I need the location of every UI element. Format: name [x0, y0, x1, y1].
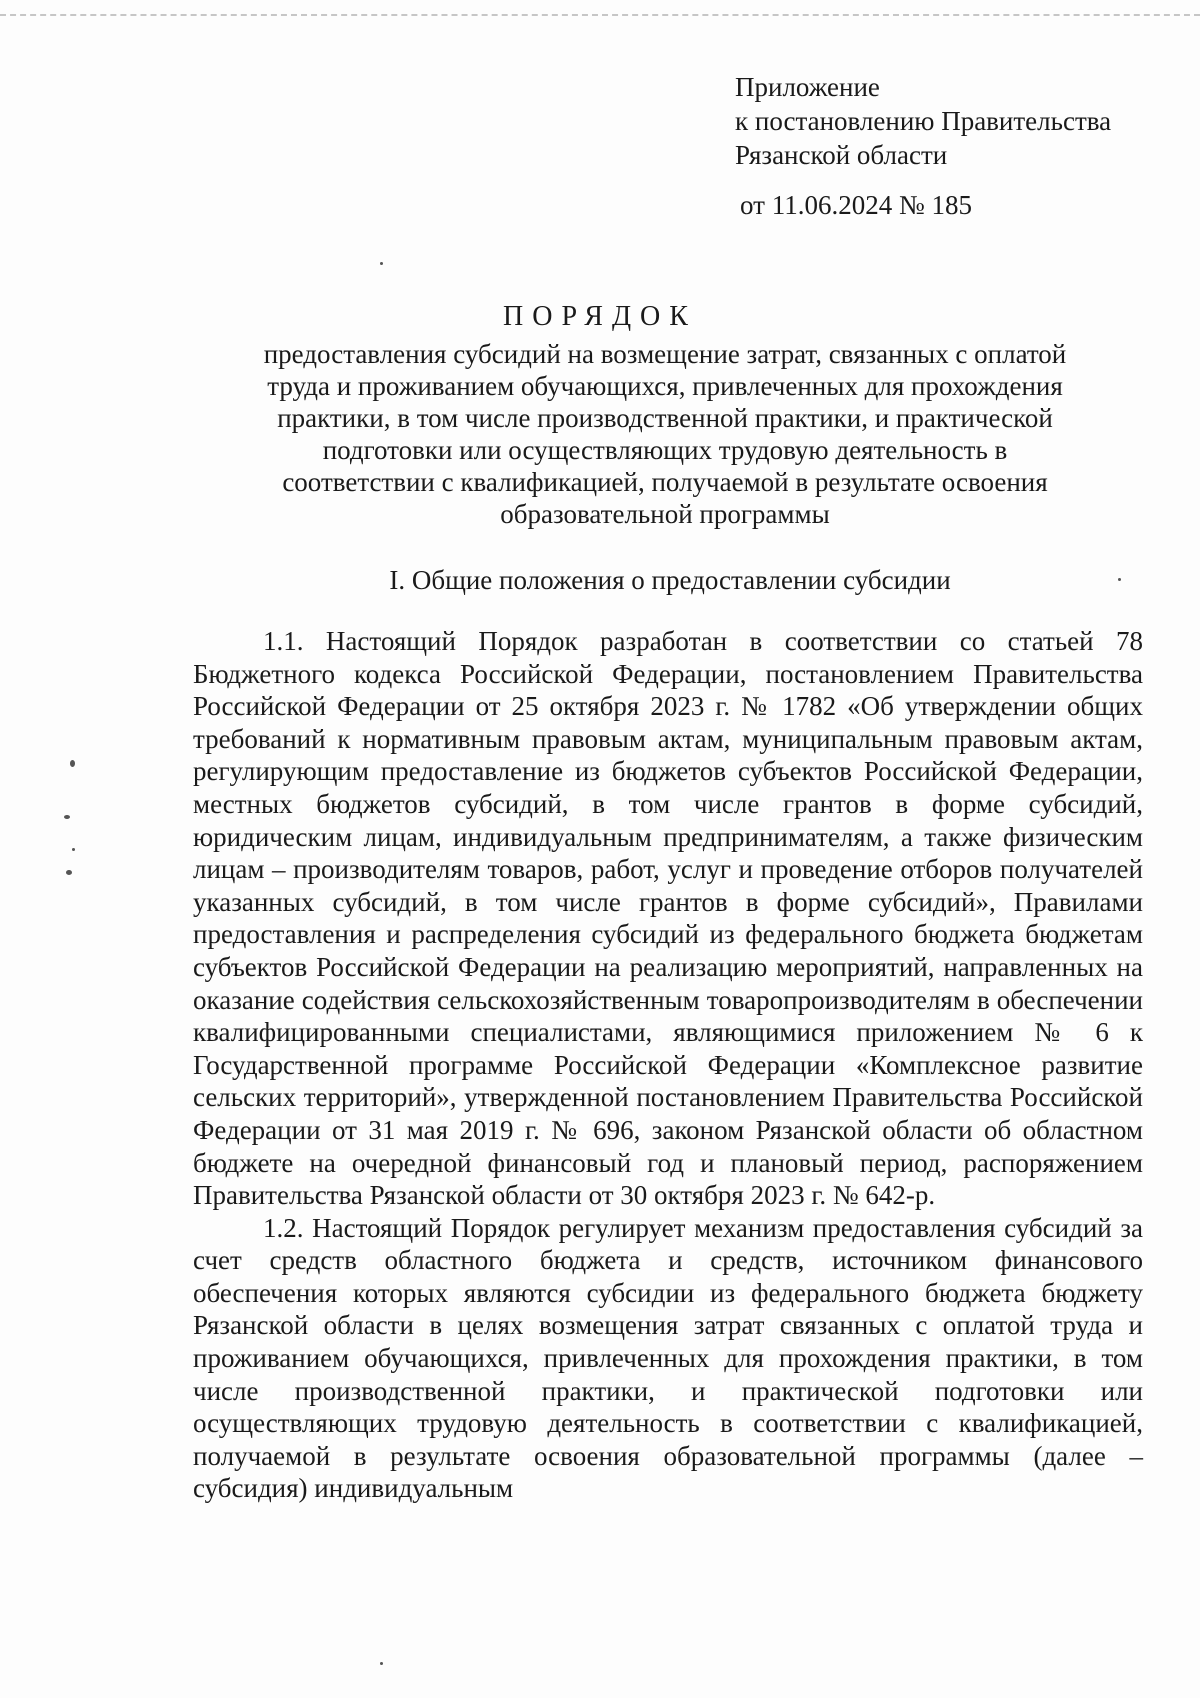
scan-speck — [70, 760, 75, 767]
paragraph-1-2: 1.2. Настоящий Порядок регулирует механизм предоставления субсидий за счет средств областного бюджета и средств, источником финансового обеспечения которых являются субсидии из федерального бюджета бюджету Рязанской области в целях возмещения затрат связанных с оплатой труда и проживанием обучающихся, привлеченных для прохождения практики, в том числе производственной практики, и практической подготовки или осуществляющих трудовую деятельность в соответствии с квалификацией, получаемой в результате освоения образовательной программы (далее – субсидия) индивидуальным — [193, 1212, 1143, 1504]
scan-speck — [1118, 578, 1121, 581]
section-heading: I. Общие положения о предоставлении субсидии — [389, 565, 951, 595]
annex-line-2: к постановлению Правительства — [735, 106, 1112, 136]
scan-speck — [380, 1662, 383, 1665]
annex-block — [735, 70, 1111, 172]
scan-speck — [64, 815, 70, 819]
scan-speck — [380, 262, 383, 265]
annex-date: от 11.06.2024 № 185 — [740, 190, 972, 220]
scan-speck — [66, 870, 72, 875]
body-text — [193, 625, 1143, 1505]
annex-line-3: Рязанской области — [735, 140, 948, 170]
scan-edge-line — [0, 14, 1200, 16]
document-title: ПОРЯДОК — [503, 301, 697, 332]
document-subtitle: предоставления субсидий на возмещение затрат, связанных с оплатой труда и проживанием обучающихся, привлеченных для прохождения практики, в том числе производственной практики, и практической подготовки или осуществляющих трудовую деятельность в соответствии с квалификацией, получаемой в результате освоения образовательной программы — [263, 339, 1067, 529]
scan-speck — [72, 848, 75, 851]
annex-line-1: Приложение — [735, 72, 880, 102]
paragraph-1-1: 1.1. Настоящий Порядок разработан в соответствии со статьей 78 Бюджетного кодекса Российской Федерации, постановлением Правительства Российской Федерации от 25 октября 2023 г. № 1782 «Об утверждении общих требований к нормативным правовым актам, муниципальным правовым актам, регулирующим предоставление из бюджетов субъектов Российской Федерации, местных бюджетов субсидий, в том числе грантов в форме субсидий, юридическим лицам, индивидуальным предпринимателям, а также физическим лицам – производителям товаров, работ, услуг и проведение отборов получателей указанных субсидий, в том числе грантов в форме субсидий», Правилами предоставления и распределения субсидий из федерального бюджета бюджетам субъектов Российской Федерации на реализацию мероприятий, направленных на оказание содействия сельскохозяйственным товаропроизводителям в обеспечении квалифицированными специалистами, являющимися приложением № 6 к Государственной программе Российской Федерации «Комплексное развитие сельских территорий», утвержденной постановлением Правительства Российской Федерации от 31 мая 2019 г. № 696, законом Рязанской области об областном бюджете на очередной финансовый год и плановый период, распоряжением Правительства Рязанской области от 30 октября 2023 г. № 642-р. — [193, 626, 1143, 1211]
